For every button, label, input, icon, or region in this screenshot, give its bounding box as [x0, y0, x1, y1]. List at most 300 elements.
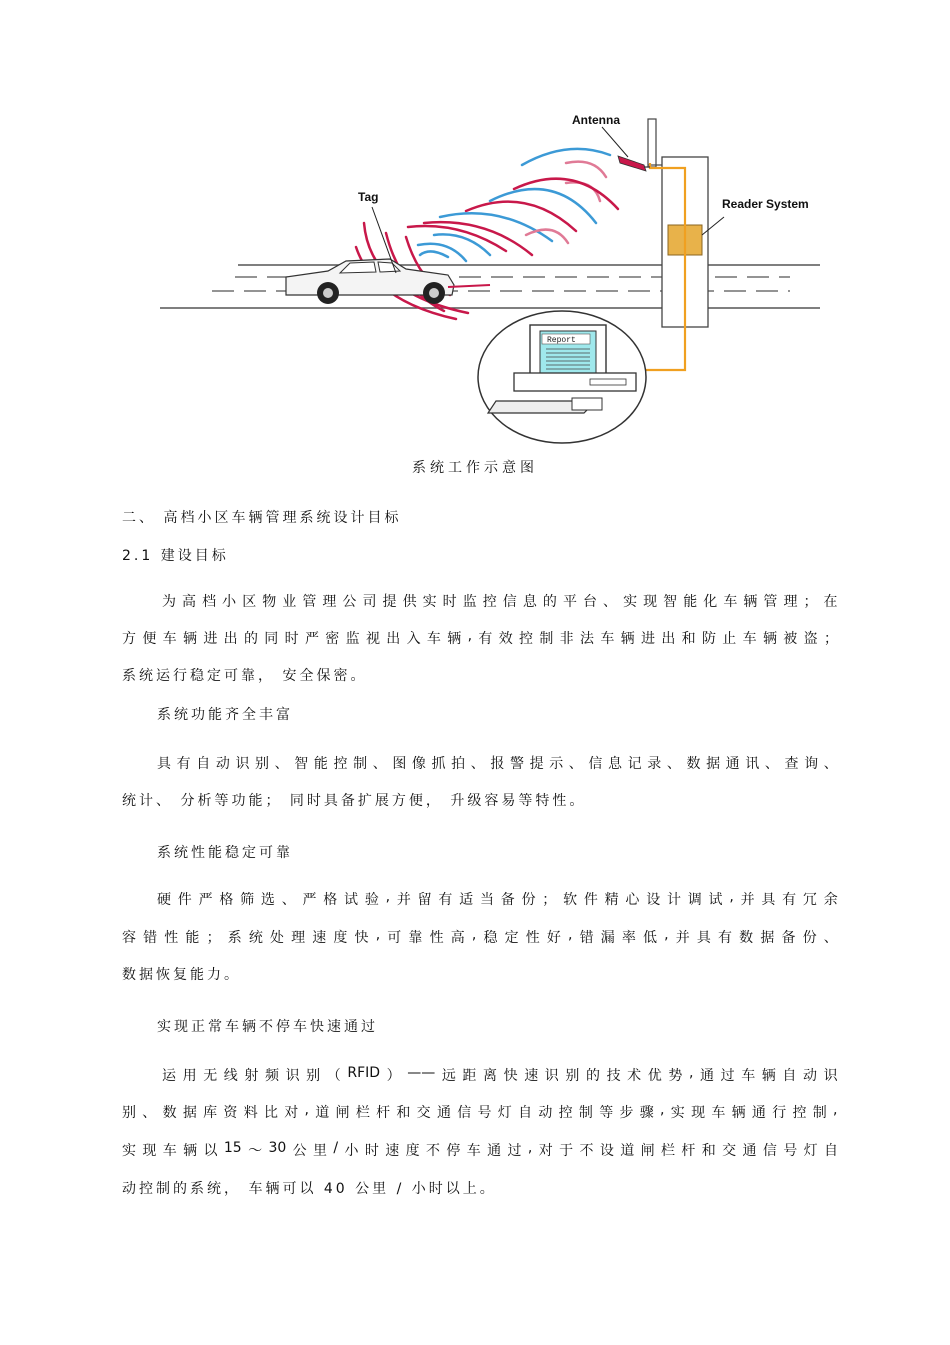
text-token: 栏	[660, 1143, 675, 1159]
text-token: ,	[660, 1102, 665, 1118]
text-token: 示	[549, 756, 564, 772]
text-token: 图	[392, 756, 407, 772]
text-token: 盗	[803, 631, 818, 647]
text-token: 通	[742, 1143, 757, 1159]
text-token: 进	[640, 631, 655, 647]
text-token: 识	[285, 1068, 300, 1084]
text-token: ,	[833, 1102, 838, 1118]
text-token: 并	[740, 892, 755, 908]
text-token: 密	[325, 631, 340, 647]
text-token: ——	[407, 1065, 436, 1081]
text-token: （	[326, 1068, 341, 1084]
text-token: 物	[262, 594, 277, 610]
text-token: 率	[621, 930, 636, 946]
text-token: 停	[446, 1143, 461, 1159]
text-token: 像	[411, 756, 426, 772]
text-token: ；	[542, 892, 557, 908]
text-token: 时	[364, 1143, 379, 1159]
text-token: 性	[525, 930, 540, 946]
text-token: 严	[304, 631, 319, 647]
text-token: 档	[202, 594, 217, 610]
text-token: 号	[783, 1143, 798, 1159]
text-token: 件	[177, 892, 192, 908]
text-token: 通	[487, 1143, 502, 1159]
text-token: 自	[518, 1105, 533, 1121]
para1-line3: 系统运行稳定可靠， 安全保密。	[122, 668, 368, 684]
text-token: ～	[248, 1143, 263, 1159]
reader-system-label: Reader System	[722, 197, 809, 211]
text-token: 具	[696, 930, 711, 946]
text-token: ,	[304, 1102, 309, 1118]
text-token: 容	[122, 930, 136, 946]
text-token: 不	[426, 1143, 440, 1159]
text-token: 、	[470, 756, 485, 772]
text-token: 的	[542, 594, 557, 610]
text-token: 数	[686, 756, 701, 772]
text-token: 余	[823, 892, 838, 908]
text-token: 业	[282, 594, 297, 610]
text-token: 闸	[640, 1143, 655, 1159]
text-token: 可	[387, 930, 402, 946]
text-token: 车	[600, 631, 615, 647]
text-token: 软	[563, 892, 578, 908]
report-screen-text: Report	[547, 336, 576, 345]
text-token: 公	[342, 594, 357, 610]
text-token: 频	[264, 1068, 279, 1084]
text-token: 通	[700, 1068, 714, 1084]
text-token: 通	[751, 1105, 766, 1121]
text-token: ,	[664, 927, 669, 943]
text-token: 能	[185, 930, 200, 946]
text-token: 询	[804, 756, 819, 772]
text-token: 车	[723, 594, 738, 610]
text-token: 以	[203, 1143, 218, 1159]
text-token: 提	[529, 756, 544, 772]
text-token: 处	[269, 930, 284, 946]
text-token: 小	[222, 594, 237, 610]
text-token: 筛	[240, 892, 255, 908]
text-token: 效	[498, 631, 513, 647]
text-token: 出	[386, 631, 401, 647]
text-token: 里	[313, 1143, 328, 1159]
text-token: 辆	[762, 631, 777, 647]
text-token: 实	[422, 594, 437, 610]
text-token: 区	[242, 594, 257, 610]
text-token: 有	[782, 892, 797, 908]
text-token: ；	[803, 594, 818, 610]
text-token: 现	[691, 1105, 706, 1121]
text-token: 提	[382, 594, 397, 610]
text-token: 智	[294, 756, 309, 772]
text-token: 信	[762, 1143, 777, 1159]
text-token: 严	[198, 892, 213, 908]
text-token: 格	[219, 892, 234, 908]
text-token: 报	[490, 756, 505, 772]
text-token: ,	[467, 628, 473, 644]
text-token: 制	[353, 756, 368, 772]
text-token: 、	[666, 756, 681, 772]
text-token: ）	[386, 1068, 401, 1084]
text-token: 、	[142, 1105, 157, 1121]
text-token: 性	[164, 930, 179, 946]
text-token: 硬	[157, 892, 171, 908]
text-token: 息	[608, 756, 623, 772]
text-token: 查	[784, 756, 799, 772]
para4-line2	[122, 1102, 838, 1122]
text-token: 稳	[483, 930, 498, 946]
text-token: 制	[578, 1105, 593, 1121]
figure-caption: 系统工作示意图	[412, 460, 538, 476]
text-token: 监	[345, 631, 360, 647]
text-token: 据	[182, 1105, 197, 1121]
text-token: 无	[203, 1068, 218, 1084]
text-token: 辆	[761, 1068, 776, 1084]
text-token: 别	[565, 1068, 580, 1084]
text-token: 道	[620, 1143, 635, 1159]
text-token: 灯	[497, 1105, 512, 1121]
text-token: 理	[291, 930, 306, 946]
text-token: 小	[344, 1143, 359, 1159]
text-token: 平	[562, 594, 577, 610]
para3-line3: 数据恢复能力。	[122, 967, 241, 983]
text-token: 灯	[803, 1143, 818, 1159]
text-token: 优	[647, 1068, 662, 1084]
text-token: 识	[823, 1068, 838, 1084]
text-token: 、	[764, 756, 779, 772]
text-token: 同	[264, 631, 279, 647]
text-token: 当	[479, 892, 494, 908]
text-token: 度	[405, 1143, 420, 1159]
text-token: 运	[162, 1068, 176, 1084]
text-token: 别	[306, 1068, 321, 1084]
text-token: 骤	[639, 1105, 654, 1121]
para3-line2	[122, 927, 838, 947]
text-token: 适	[459, 892, 474, 908]
text-token: 方	[122, 631, 136, 647]
text-token: 信	[588, 756, 603, 772]
text-token: 数	[162, 1105, 177, 1121]
text-token: 非	[559, 631, 574, 647]
text-token: 库	[203, 1105, 218, 1121]
text-token: 车	[741, 1068, 756, 1084]
text-token: 术	[627, 1068, 642, 1084]
para4-line3	[122, 1140, 838, 1160]
text-token: 闸	[335, 1105, 350, 1121]
text-token: 辆	[743, 594, 758, 610]
text-token: 车	[162, 631, 177, 647]
text-token: 低	[643, 930, 658, 946]
text-token: ,	[729, 889, 734, 905]
text-token: 调	[687, 892, 702, 908]
text-token: 杆	[376, 1105, 391, 1121]
text-token: 好	[546, 930, 561, 946]
text-token: 现	[643, 594, 658, 610]
text-token: 抓	[431, 756, 446, 772]
text-token: 、	[568, 756, 583, 772]
text-token: 、	[274, 756, 289, 772]
text-token: 记	[627, 756, 642, 772]
text-token: 高	[450, 930, 465, 946]
text-token: 数	[739, 930, 754, 946]
text-token: 冗	[802, 892, 817, 908]
text-token: 为	[162, 594, 176, 610]
text-token: 交	[722, 1143, 737, 1159]
text-token: 有	[718, 930, 733, 946]
text-token: 远	[441, 1068, 456, 1084]
text-token: 控	[519, 631, 534, 647]
para2-line2: 统计、 分析等功能； 同时具备扩展方便， 升级容易等特性。	[122, 793, 587, 809]
text-token: 具	[761, 892, 776, 908]
text-token: 时	[442, 594, 457, 610]
text-token: 对	[538, 1143, 553, 1159]
text-token: 格	[323, 892, 338, 908]
text-token: 件	[583, 892, 598, 908]
heading-features: 系统功能齐全丰富	[157, 707, 293, 723]
text-token: 行	[772, 1105, 787, 1121]
text-token: ,	[385, 889, 391, 905]
text-token: 线	[223, 1068, 238, 1084]
text-token: 于	[559, 1143, 574, 1159]
text-token: 过	[720, 1068, 735, 1084]
text-token: 快	[503, 1068, 518, 1084]
text-token: 通	[725, 756, 740, 772]
text-token: 动	[802, 1068, 817, 1084]
text-token: 过	[507, 1143, 522, 1159]
text-token: 理	[783, 594, 798, 610]
text-token: 理	[322, 594, 337, 610]
text-token: 能	[313, 756, 328, 772]
text-token: 公	[292, 1143, 307, 1159]
text-token: 车	[426, 631, 441, 647]
para1-line1	[162, 591, 838, 611]
text-token: 资	[223, 1105, 238, 1121]
text-token: 速	[385, 1143, 400, 1159]
section-heading: 二、 高档小区车辆管理系统设计目标	[122, 510, 402, 526]
text-token: 和	[396, 1105, 411, 1121]
tag-label: Tag	[358, 190, 379, 204]
text-token: 对	[284, 1105, 299, 1121]
rfid-system-diagram	[150, 105, 830, 445]
text-token: 高	[182, 594, 197, 610]
text-token: 自	[196, 756, 211, 772]
text-token: 出	[223, 631, 238, 647]
text-token: 比	[263, 1105, 278, 1121]
text-token: 有	[478, 631, 493, 647]
text-token: ；	[823, 631, 838, 647]
text-token: 定	[504, 930, 519, 946]
text-token: 辆	[183, 1143, 198, 1159]
text-token: 警	[509, 756, 524, 772]
text-token: 现	[142, 1143, 157, 1159]
text-token: 在	[823, 594, 838, 610]
text-token: 信	[502, 594, 517, 610]
text-token: 速	[524, 1068, 539, 1084]
text-token: 监	[462, 594, 477, 610]
text-token: 具	[157, 756, 171, 772]
text-token: 管	[302, 594, 317, 610]
text-token: 道	[315, 1105, 330, 1121]
text-token: 的	[243, 631, 258, 647]
text-token: 杆	[681, 1143, 696, 1159]
text-token: 、	[603, 594, 618, 610]
text-token: ,	[375, 927, 381, 943]
text-token: 不	[579, 1143, 594, 1159]
text-token: 栏	[355, 1105, 370, 1121]
text-token: 辆	[620, 631, 635, 647]
text-token: 智	[663, 594, 678, 610]
text-token: 息	[522, 594, 537, 610]
text-token: 自	[782, 1068, 797, 1084]
text-token: 离	[483, 1068, 498, 1084]
text-token: 辆	[182, 631, 197, 647]
text-token: 靠	[408, 930, 423, 946]
text-token: 据	[760, 930, 775, 946]
text-token: 法	[580, 631, 594, 647]
text-token: 能	[683, 594, 698, 610]
sub-heading: 2.1 建设目标	[122, 548, 229, 564]
text-token: 统	[248, 930, 263, 946]
text-token: 化	[703, 594, 718, 610]
text-token: 防	[701, 631, 716, 647]
text-token: 动	[215, 756, 230, 772]
text-token: ,	[527, 1140, 533, 1156]
text-token: 控	[558, 1105, 573, 1121]
text-token: 、	[823, 930, 838, 946]
text-token: 识	[235, 756, 250, 772]
text-token: 通	[436, 1105, 451, 1121]
text-token: 辆	[731, 1105, 746, 1121]
text-token: 制	[539, 631, 554, 647]
text-token: 车	[742, 631, 757, 647]
text-token: 严	[302, 892, 317, 908]
para4-line4: 动控制的系统， 车辆可以 40 公里 / 小时以上。	[122, 1181, 497, 1197]
text-token: 30	[268, 1140, 287, 1156]
text-token: 计	[666, 892, 681, 908]
text-token: ,	[471, 927, 477, 943]
text-token: 份	[521, 892, 536, 908]
text-token: 备	[500, 892, 515, 908]
text-token: 别	[122, 1105, 136, 1121]
text-token: 供	[402, 594, 417, 610]
text-token: /	[333, 1140, 339, 1156]
text-token: 漏	[600, 930, 615, 946]
text-token: 设	[599, 1143, 614, 1159]
text-token: 、	[823, 756, 838, 772]
text-token: 视	[365, 631, 380, 647]
text-token: 15	[223, 1140, 242, 1156]
road	[160, 265, 820, 308]
text-token: 控	[792, 1105, 807, 1121]
text-token: 别	[255, 756, 270, 772]
text-token: ,	[688, 1065, 694, 1081]
para1-line2	[122, 628, 838, 648]
text-token: ,	[568, 927, 573, 943]
antenna-label: Antenna	[572, 113, 620, 127]
text-token: 和	[701, 1143, 716, 1159]
text-token: 司	[362, 594, 377, 610]
para4-line1	[162, 1065, 838, 1085]
text-token: 选	[260, 892, 275, 908]
antenna-icon	[618, 156, 650, 171]
text-token: 便	[142, 631, 157, 647]
text-token: 等	[599, 1105, 614, 1121]
text-token: 被	[783, 631, 798, 647]
text-token: 实	[623, 594, 638, 610]
text-token: 据	[706, 756, 721, 772]
heading-performance: 系统性能稳定可靠	[157, 845, 293, 861]
text-token: 步	[619, 1105, 634, 1121]
text-token: 车	[711, 1105, 726, 1121]
text-token: 有	[176, 756, 191, 772]
text-token: 度	[333, 930, 348, 946]
text-token: 有	[438, 892, 453, 908]
text-token: 讯	[745, 756, 760, 772]
text-token: 进	[203, 631, 218, 647]
text-token: 、	[281, 892, 296, 908]
text-token: 性	[429, 930, 444, 946]
text-token: 识	[544, 1068, 559, 1084]
text-token: 号	[477, 1105, 492, 1121]
text-token: 错	[143, 930, 158, 946]
text-token: 系	[227, 930, 242, 946]
text-token: 、	[372, 756, 387, 772]
text-token: 实	[122, 1143, 136, 1159]
text-token: RFID	[347, 1065, 381, 1081]
text-token: 管	[763, 594, 778, 610]
text-token: 车	[162, 1143, 177, 1159]
text-token: 势	[668, 1068, 683, 1084]
text-token: 交	[416, 1105, 431, 1121]
text-token: 控	[482, 594, 497, 610]
text-token: 份	[802, 930, 817, 946]
text-token: 速	[312, 930, 327, 946]
text-token: 制	[812, 1105, 827, 1121]
text-token: 时	[284, 631, 299, 647]
text-token: ；	[206, 930, 221, 946]
heading-fast-pass: 实现正常车辆不停车快速通过	[157, 1019, 378, 1035]
text-token: 的	[585, 1068, 600, 1084]
text-token: 车	[466, 1143, 481, 1159]
text-token: 动	[538, 1105, 553, 1121]
text-token: 和	[681, 631, 696, 647]
text-token: 信	[457, 1105, 472, 1121]
text-token: 并	[396, 892, 411, 908]
para3-line1	[157, 889, 838, 909]
text-token: 试	[344, 892, 359, 908]
text-token: 备	[781, 930, 796, 946]
text-token: 拍	[451, 756, 466, 772]
computer-icon	[478, 311, 646, 443]
text-token: 台	[582, 594, 597, 610]
text-token: 快	[354, 930, 369, 946]
text-token: 出	[661, 631, 676, 647]
text-token: 心	[625, 892, 640, 908]
text-token: 止	[722, 631, 737, 647]
text-token: 试	[708, 892, 723, 908]
text-token: 料	[243, 1105, 258, 1121]
text-token: 并	[675, 930, 690, 946]
text-token: 设	[646, 892, 661, 908]
text-token: 精	[604, 892, 619, 908]
text-token: 距	[462, 1068, 477, 1084]
text-token: 验	[364, 892, 379, 908]
text-token: 控	[333, 756, 348, 772]
text-token: 实	[670, 1105, 685, 1121]
text-token: 留	[417, 892, 432, 908]
text-token: 入	[406, 631, 421, 647]
text-token: 射	[244, 1068, 259, 1084]
text-token: 自	[823, 1143, 838, 1159]
